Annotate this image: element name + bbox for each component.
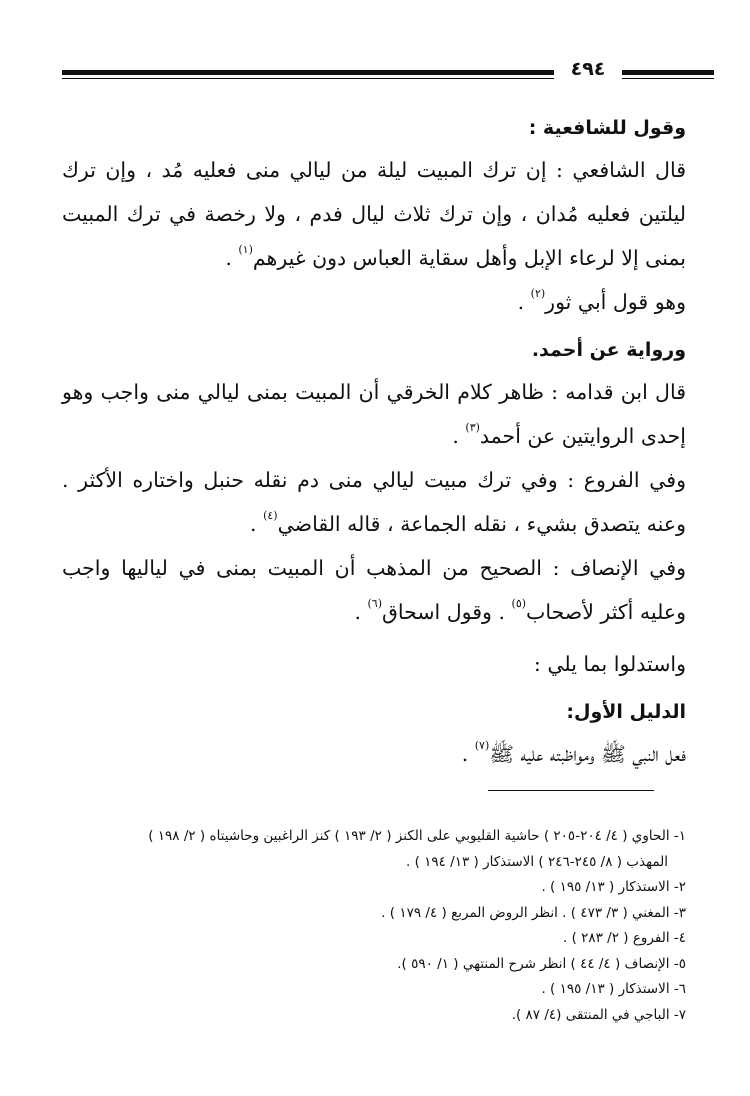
footnotes bbox=[62, 824, 686, 1028]
footnote: ٦- الاستذكار ( ١٣/ ١٩٥ ) . bbox=[541, 981, 686, 997]
footnote: ٣- المغني ( ٣/ ٤٧٣ ) . انظر الروض المربع ( ٤/ ١٧٩ ) . bbox=[381, 904, 686, 921]
section-heading: الدليل الأول: bbox=[566, 701, 686, 723]
footnote: المهذب ( ٨/ ٢٤٥-٢٤٦ ) الاستذكار ( ١٣/ ١٩٤ ) . bbox=[405, 853, 668, 870]
paragraph: قال الشافعي : إن ترك المبيت ليلة من ليالي منى فعليه مُد ، وإن ترك ليلتين فعليه مُدان ، وإن ترك ثلاث ليال فدم ، ولا رخصة في ترك المبيت بمنى إلا لرعاء الإبل وأهل سقاية العباس دون غيرهم$^{(١)}$ . bbox=[62, 158, 686, 270]
footnote-ref: (٧) bbox=[474, 739, 490, 752]
header-rule-right bbox=[622, 70, 714, 75]
header-rule-left bbox=[62, 70, 554, 75]
paragraph: وهو قول أبي ثور$^{(٢)}$ . bbox=[517, 287, 686, 314]
header-rule-right-thin bbox=[622, 78, 714, 79]
page-number: ٤٩٤ bbox=[570, 58, 606, 80]
footnote: ١- الحاوي ( ٤/ ٢٠٤-٢٠٥ ) حاشية القليوبي على الكنز ( ٢/ ١٩٣ ) كنز الراغبين وحاشيتاه ( ٢/ ١٩٨ ) bbox=[148, 828, 686, 844]
footnote: ٢- الاستذكار ( ١٣/ ١٩٥ ) . bbox=[541, 879, 686, 895]
page-header bbox=[62, 58, 714, 84]
footnote: ٤- الفروع ( ٢/ ٢٨٣ ) . bbox=[562, 930, 686, 946]
paragraph: وفي الإنصاف : الصحيح من المذهب أن المبيت بمنى في لياليها واجب وعليه أكثر لأصحاب$^{(٥)}$ . وقول اسحاق$^{(٦)}$ . bbox=[62, 556, 686, 624]
section-heading: ورواية عن أحمد. bbox=[531, 339, 686, 361]
footnote-ref: (٥) bbox=[511, 597, 527, 610]
footnote-ref: (٣) bbox=[465, 421, 480, 434]
paragraph: وفي الفروع : وفي ترك مبيت ليالي منى دم نقله حنبل واختاره الأكثر . وعنه يتصدق بشيء ، نقله الجماعة ، قاله القاضي$^{(٤)}$ . bbox=[62, 468, 686, 536]
footnote: ٧- الباجي في المنتقى (٤/ ٨٧ ). bbox=[511, 1006, 686, 1023]
main-text bbox=[62, 108, 686, 776]
footnote-ref: (٢) bbox=[530, 287, 546, 300]
paragraph: واستدلوا بما يلي : bbox=[533, 652, 686, 676]
footnote-ref: (١) bbox=[238, 243, 253, 256]
footnote: ٥- الإنصاف ( ٤/ ٤٤ ) انظر شرح المنتهي ( ١/ ٥٩٠ ). bbox=[397, 955, 686, 972]
paragraph: فعل النبي ﷺ ومواظبته عليه ﷺ$^{(٧)}$ . bbox=[461, 739, 686, 766]
footnote-ref: (٦) bbox=[367, 597, 382, 610]
header-rule-left-thin bbox=[62, 78, 554, 79]
footnote-ref: (٤) bbox=[263, 509, 278, 522]
footnote-separator bbox=[488, 790, 654, 791]
section-heading: وقول للشافعية : bbox=[528, 117, 686, 139]
paragraph: قال ابن قدامه : ظاهر كلام الخرقي أن المبيت بمنى ليالي منى واجب وهو إحدى الروايتين عن أحمد$^{(٣)}$ . bbox=[62, 380, 686, 448]
